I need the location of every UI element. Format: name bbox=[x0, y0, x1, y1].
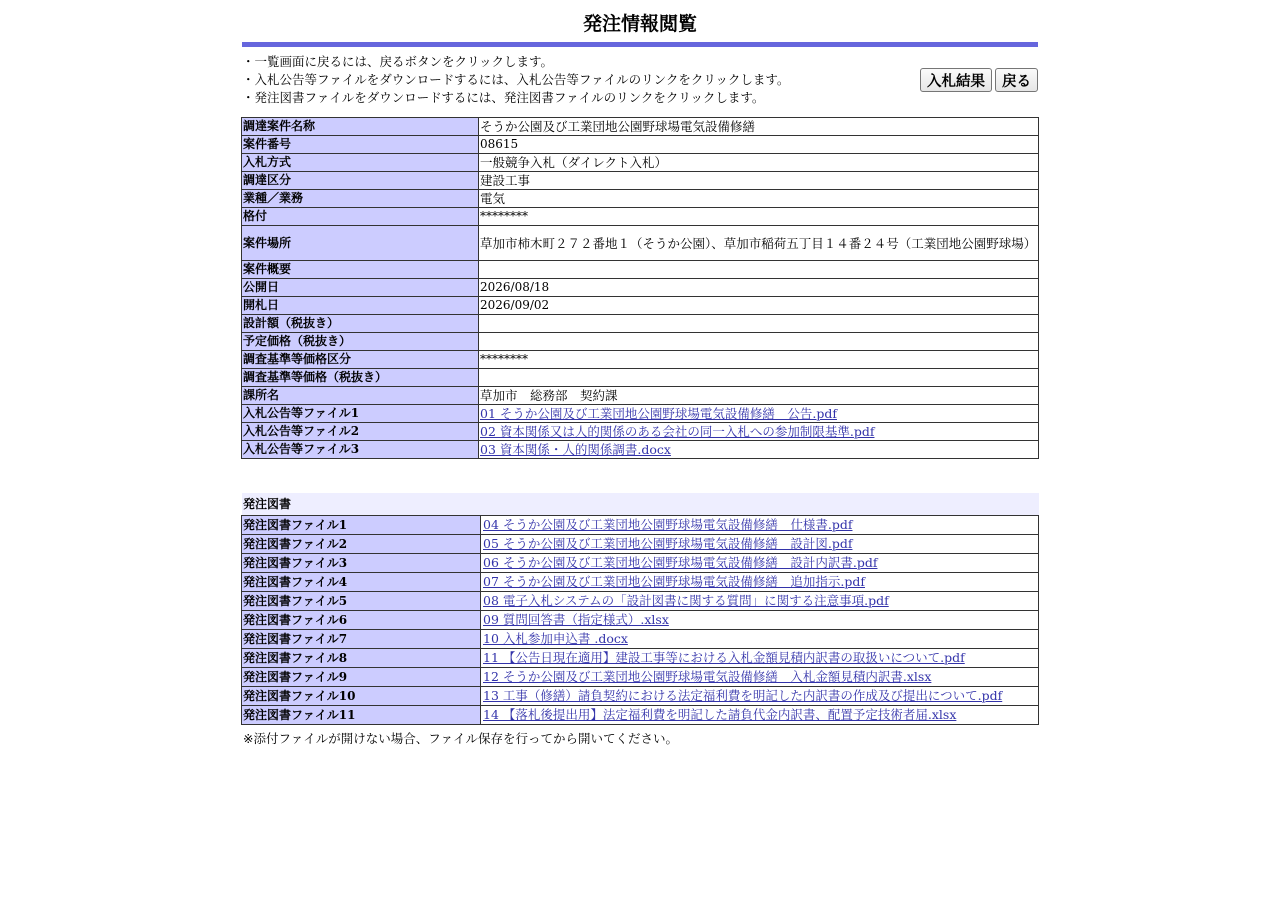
row-label: 設計額（税抜き） bbox=[242, 315, 479, 333]
instruction-line: ・一覧画面に戻るには、戻るボタンをクリックします。 bbox=[242, 54, 554, 69]
table-row bbox=[242, 687, 1039, 706]
table-row bbox=[242, 369, 1039, 387]
table-row bbox=[242, 554, 1039, 573]
order-doc-file-link-8[interactable]: 11 【公告日現在適用】建設工事等における入札金額見積内訳書の取扱いについて.pdf bbox=[483, 650, 965, 665]
file-label: 発注図書ファイル6 bbox=[242, 611, 481, 630]
table-row bbox=[242, 423, 1039, 441]
row-value bbox=[479, 261, 1039, 279]
table-row bbox=[242, 118, 1039, 136]
row-label: 調達案件名称 bbox=[242, 118, 479, 136]
action-buttons bbox=[920, 68, 1038, 92]
row-label: 予定価格（税抜き） bbox=[242, 333, 479, 351]
attachment-footnote: ※添付ファイルが開けない場合、ファイル保存を行ってから開いてください。 bbox=[243, 731, 678, 746]
file-label: 発注図書ファイル2 bbox=[242, 535, 481, 554]
table-row bbox=[242, 154, 1039, 172]
order-doc-file-link-6[interactable]: 09 質問回答書（指定様式）.xlsx bbox=[483, 612, 669, 627]
table-row bbox=[242, 226, 1039, 261]
row-label: 業種／業務 bbox=[242, 190, 479, 208]
bid-notice-file-link-3[interactable]: 03 資本関係・人的関係調書.docx bbox=[480, 442, 671, 457]
file-cell bbox=[479, 441, 1039, 459]
bid-notice-file-link-1[interactable]: 01 そうか公園及び工業団地公園野球場電気設備修繕 公告.pdf bbox=[480, 406, 837, 421]
row-value: ******** bbox=[479, 208, 1039, 226]
table-row bbox=[242, 592, 1039, 611]
table-row bbox=[242, 516, 1039, 535]
order-doc-file-link-9[interactable]: 12 そうか公園及び工業団地公園野球場電気設備修繕 入札金額見積内訳書.xlsx bbox=[483, 669, 932, 684]
row-value: ******** bbox=[479, 351, 1039, 369]
order-doc-file-link-4[interactable]: 07 そうか公園及び工業団地公園野球場電気設備修繕 追加指示.pdf bbox=[483, 574, 865, 589]
file-cell bbox=[481, 535, 1039, 554]
row-label: 開札日 bbox=[242, 297, 479, 315]
row-value: そうか公園及び工業団地公園野球場電気設備修繕 bbox=[479, 118, 1039, 136]
row-label: 調査基準等価格（税抜き） bbox=[242, 369, 479, 387]
order-doc-file-link-3[interactable]: 06 そうか公園及び工業団地公園野球場電気設備修繕 設計内訳書.pdf bbox=[483, 555, 878, 570]
table-row bbox=[242, 441, 1039, 459]
page-title: 発注情報閲覧 bbox=[582, 13, 697, 35]
table-row bbox=[242, 261, 1039, 279]
row-value: 一般競争入札（ダイレクト入札） bbox=[479, 154, 1039, 172]
file-cell bbox=[481, 554, 1039, 573]
table-row bbox=[242, 351, 1039, 369]
order-documents-heading: 発注図書 bbox=[242, 493, 1039, 515]
row-label: 調査基準等価格区分 bbox=[242, 351, 479, 369]
row-label: 調達区分 bbox=[242, 172, 479, 190]
file-label: 発注図書ファイル10 bbox=[242, 687, 481, 706]
file-cell bbox=[481, 573, 1039, 592]
back-button[interactable]: 戻る bbox=[995, 68, 1038, 92]
table-row bbox=[242, 172, 1039, 190]
file-cell bbox=[481, 592, 1039, 611]
file-label: 発注図書ファイル5 bbox=[242, 592, 481, 611]
table-row bbox=[242, 706, 1039, 725]
file-label: 入札公告等ファイル2 bbox=[242, 423, 479, 441]
row-label: 案件概要 bbox=[242, 261, 479, 279]
table-row bbox=[242, 208, 1039, 226]
table-row bbox=[242, 333, 1039, 351]
file-cell bbox=[481, 649, 1039, 668]
bid-notice-file-link-2[interactable]: 02 資本関係又は人的関係のある会社の同一入札への参加制限基準.pdf bbox=[480, 424, 875, 439]
file-label: 発注図書ファイル11 bbox=[242, 706, 481, 725]
file-cell bbox=[479, 405, 1039, 423]
file-label: 発注図書ファイル9 bbox=[242, 668, 481, 687]
row-value: 08615 bbox=[479, 136, 1039, 154]
order-doc-file-link-1[interactable]: 04 そうか公園及び工業団地公園野球場電気設備修繕 仕様書.pdf bbox=[483, 517, 853, 532]
table-row bbox=[242, 405, 1039, 423]
instruction-line: ・入札公告等ファイルをダウンロードするには、入札公告等ファイルのリンクをクリックします。 bbox=[242, 72, 790, 87]
file-label: 入札公告等ファイル1 bbox=[242, 405, 479, 423]
row-label: 案件場所 bbox=[242, 226, 479, 261]
order-doc-file-link-2[interactable]: 05 そうか公園及び工業団地公園野球場電気設備修繕 設計図.pdf bbox=[483, 536, 853, 551]
order-doc-file-link-11[interactable]: 14 【落札後提出用】法定福利費を明記した請負代金内訳書、配置予定技術者届.xlsx bbox=[483, 707, 957, 722]
row-value: 草加市 総務部 契約課 bbox=[479, 387, 1039, 405]
page-container bbox=[242, 0, 1038, 747]
row-label: 入札方式 bbox=[242, 154, 479, 172]
row-value: 電気 bbox=[479, 190, 1039, 208]
table-row bbox=[242, 315, 1039, 333]
file-cell bbox=[481, 516, 1039, 535]
table-row bbox=[242, 136, 1039, 154]
order-doc-file-link-10[interactable]: 13 工事（修繕）請負契約における法定福利費を明記した内訳書の作成及び提出について.pdf bbox=[483, 688, 1003, 703]
file-cell bbox=[481, 706, 1039, 725]
order-doc-file-link-5[interactable]: 08 電子入札システムの「設計図書に関する質問」に関する注意事項.pdf bbox=[483, 593, 889, 608]
instructions-area bbox=[242, 47, 1038, 117]
file-label: 発注図書ファイル3 bbox=[242, 554, 481, 573]
bid-results-button[interactable]: 入札結果 bbox=[920, 68, 992, 92]
project-info-table bbox=[241, 117, 1039, 459]
file-label: 入札公告等ファイル3 bbox=[242, 441, 479, 459]
table-row bbox=[242, 279, 1039, 297]
row-value bbox=[479, 369, 1039, 387]
file-cell bbox=[479, 423, 1039, 441]
order-documents-table bbox=[241, 515, 1039, 725]
row-value: 建設工事 bbox=[479, 172, 1039, 190]
row-label: 格付 bbox=[242, 208, 479, 226]
file-label: 発注図書ファイル1 bbox=[242, 516, 481, 535]
row-label: 案件番号 bbox=[242, 136, 479, 154]
row-value bbox=[479, 315, 1039, 333]
table-row bbox=[242, 387, 1039, 405]
order-doc-file-link-7[interactable]: 10 入札参加申込書 .docx bbox=[483, 631, 628, 646]
row-value: 2026/09/02 bbox=[479, 297, 1039, 315]
file-cell bbox=[481, 687, 1039, 706]
file-label: 発注図書ファイル7 bbox=[242, 630, 481, 649]
table-row bbox=[242, 297, 1039, 315]
table-row bbox=[242, 573, 1039, 592]
instructions bbox=[242, 53, 789, 107]
file-label: 発注図書ファイル8 bbox=[242, 649, 481, 668]
file-cell bbox=[481, 611, 1039, 630]
table-row bbox=[242, 611, 1039, 630]
row-value bbox=[479, 333, 1039, 351]
file-cell bbox=[481, 668, 1039, 687]
table-row bbox=[242, 630, 1039, 649]
file-cell bbox=[481, 630, 1039, 649]
table-row bbox=[242, 649, 1039, 668]
row-value: 2026/08/18 bbox=[479, 279, 1039, 297]
table-row bbox=[242, 190, 1039, 208]
table-row bbox=[242, 668, 1039, 687]
table-row bbox=[242, 535, 1039, 554]
file-label: 発注図書ファイル4 bbox=[242, 573, 481, 592]
row-label: 公開日 bbox=[242, 279, 479, 297]
instruction-line: ・発注図書ファイルをダウンロードするには、発注図書ファイルのリンクをクリックします。 bbox=[242, 90, 765, 105]
row-label: 課所名 bbox=[242, 387, 479, 405]
row-value: 草加市柿木町２７２番地１（そうか公園）、草加市稲荷五丁目１４番２４号（工業団地公園野球場） bbox=[479, 226, 1039, 261]
